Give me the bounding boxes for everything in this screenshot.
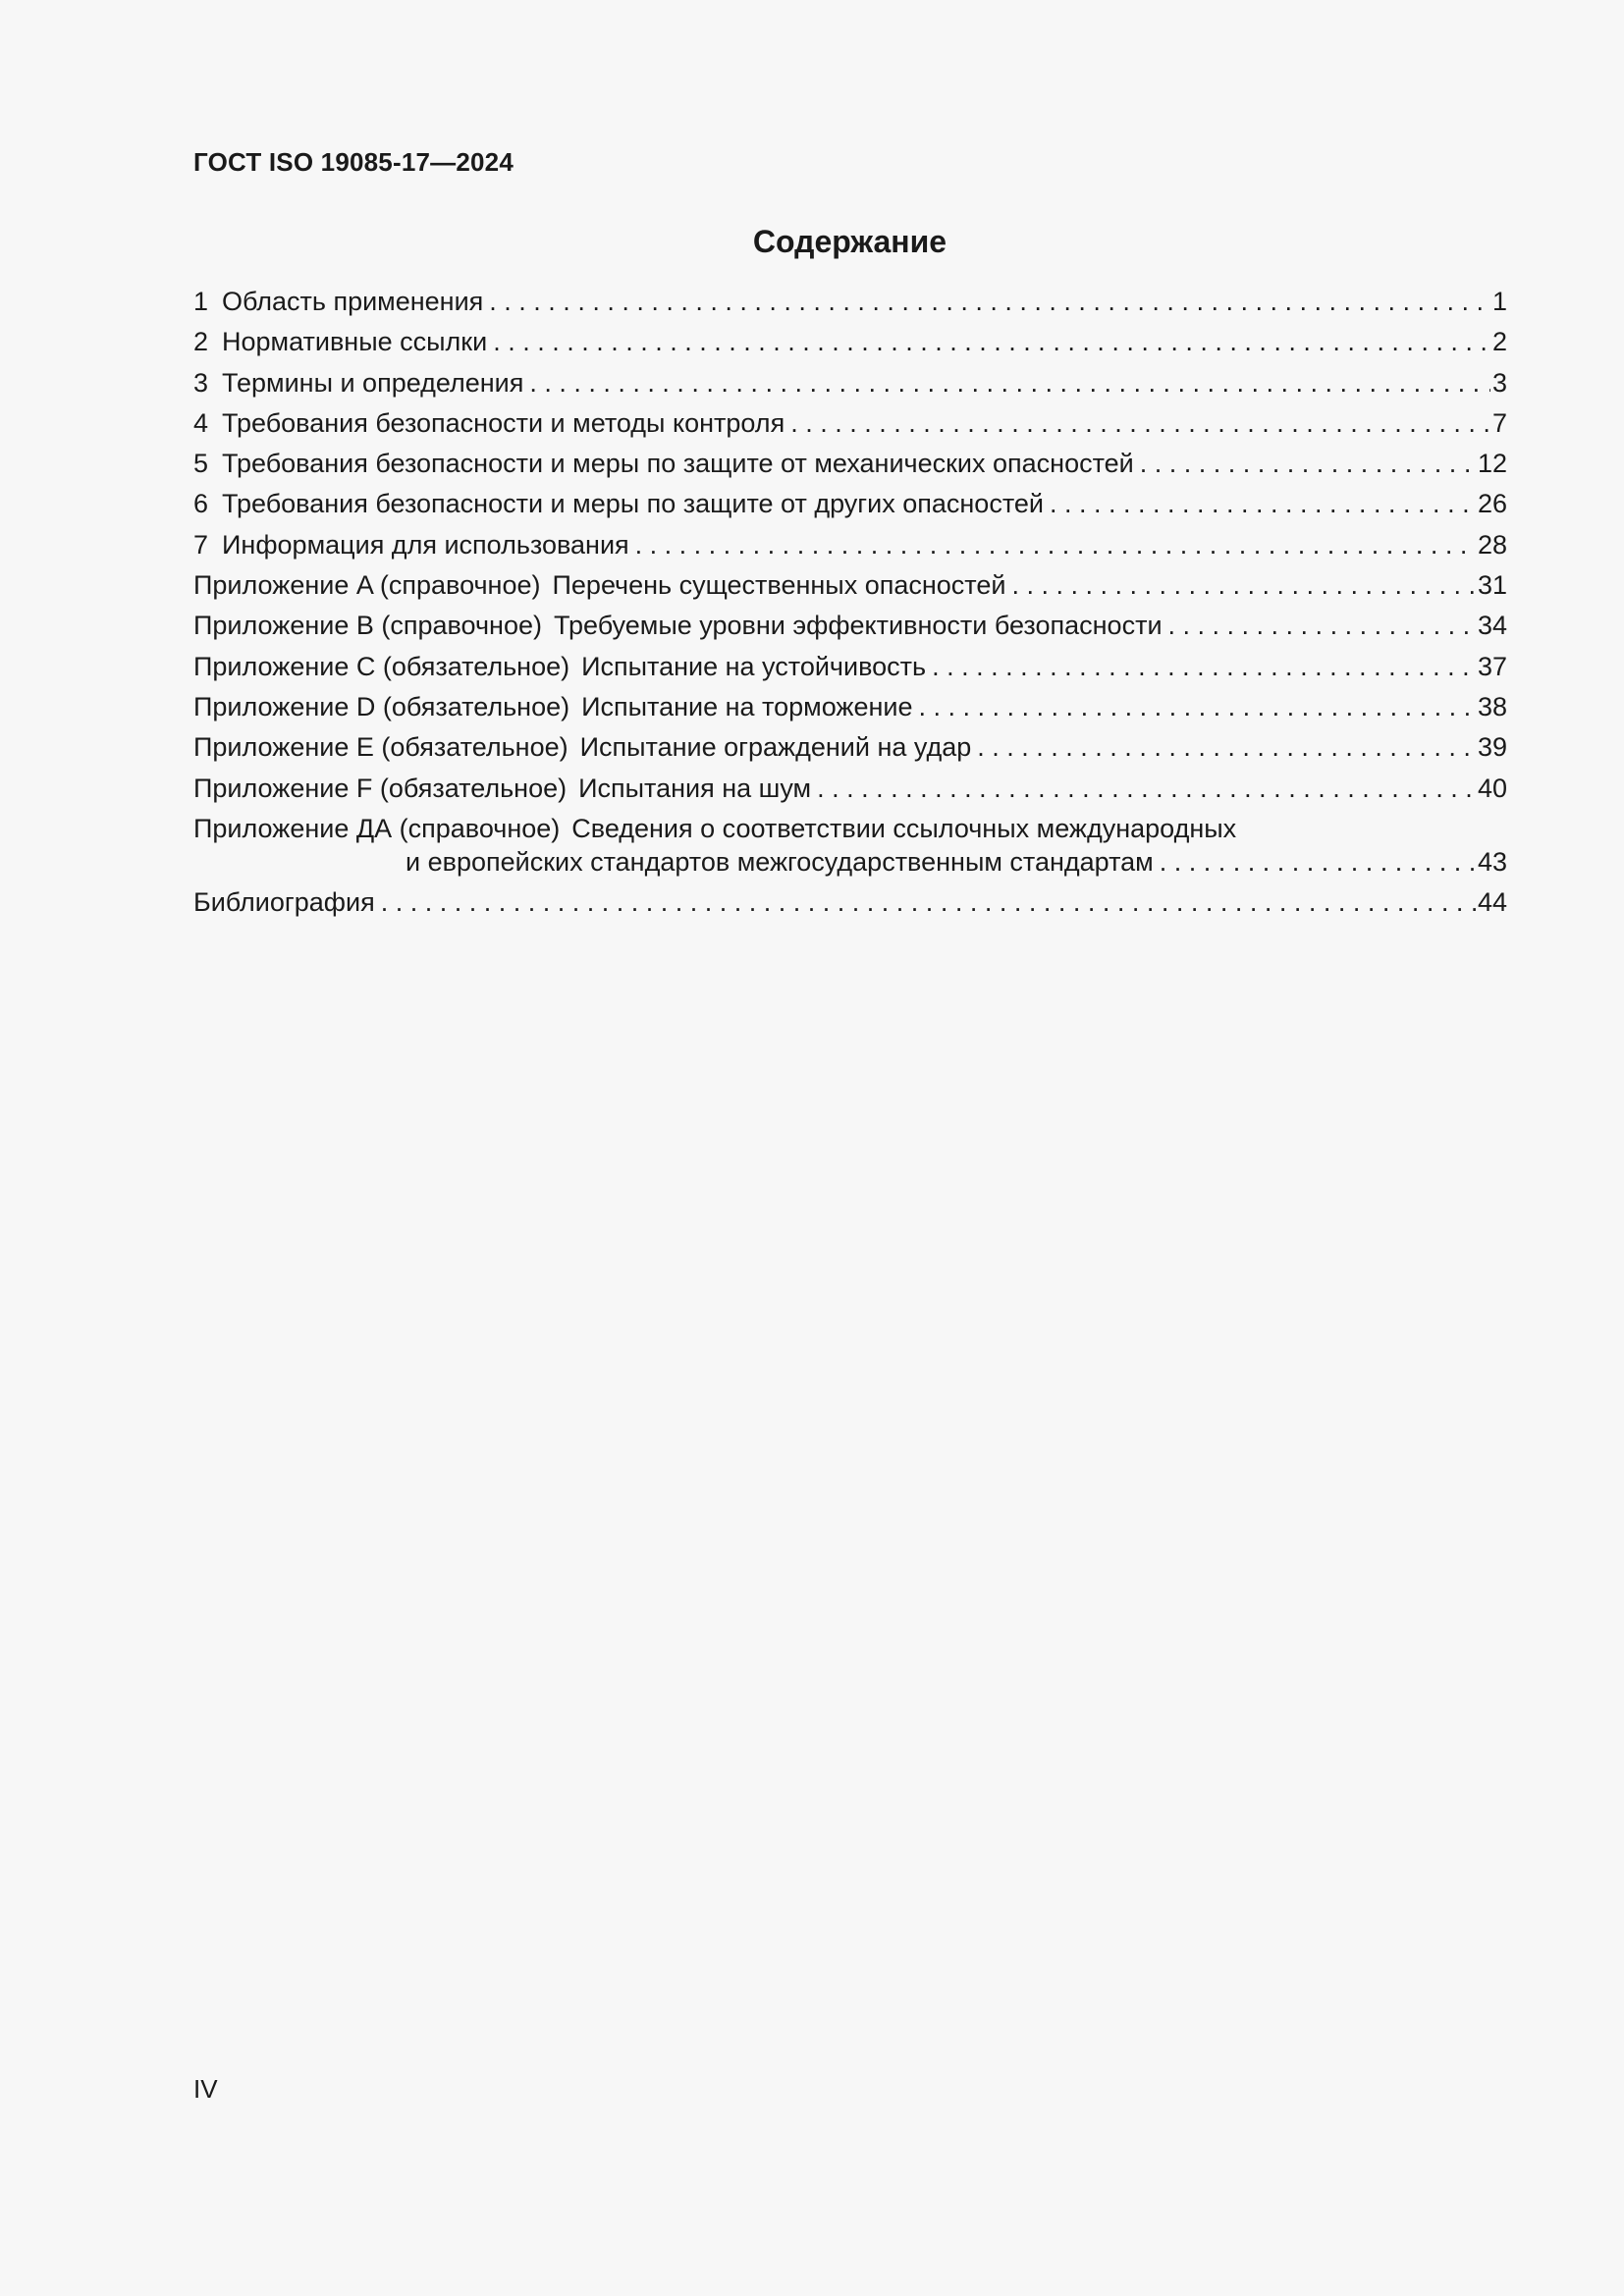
appendix-title: Испытание на устойчивость xyxy=(581,651,927,681)
appendix-title-line-1: Сведения о соответствии ссылочных международных xyxy=(571,813,1237,843)
appendix-label: Приложение F (обязательное) xyxy=(193,773,568,803)
appendix-label: Приложение ДА (справочное) xyxy=(193,813,561,843)
bibliography-title: Библиография xyxy=(193,886,375,917)
dot-leader xyxy=(635,528,1476,561)
appendix-title: Испытание на торможение xyxy=(581,691,913,721)
bibliography-page: 44 xyxy=(1477,886,1507,917)
appendix-page: 37 xyxy=(1477,651,1507,681)
toc-entry-number: 4 xyxy=(193,407,209,438)
appendix-title: Испытание ограждений на удар xyxy=(579,732,972,763)
toc-entry-2[interactable] xyxy=(193,325,1507,365)
toc-entry-number: 3 xyxy=(193,367,209,398)
dot-leader xyxy=(381,885,1476,919)
toc-appendix-da[interactable] xyxy=(193,812,1507,879)
toc-entry-5[interactable] xyxy=(193,447,1507,487)
appendix-page: 31 xyxy=(1477,570,1507,601)
toc-entry-1[interactable] xyxy=(193,285,1507,325)
toc-entry-number: 6 xyxy=(193,489,209,519)
toc-appendix-c[interactable] xyxy=(193,650,1507,690)
toc-entry-number: 5 xyxy=(193,449,209,479)
dot-leader xyxy=(817,772,1476,805)
appendix-title: Перечень существенных опасностей xyxy=(552,570,1006,601)
document-header: ГОСТ ISO 19085-17—2024 xyxy=(193,147,514,177)
toc-entry-page: 12 xyxy=(1477,449,1507,479)
appendix-title: Испытания на шум xyxy=(578,773,812,803)
dot-leader xyxy=(1050,487,1476,520)
appendix-page: 39 xyxy=(1477,732,1507,763)
toc-appendix-b[interactable] xyxy=(193,609,1507,649)
toc-entry-4[interactable] xyxy=(193,406,1507,447)
toc-bibliography[interactable] xyxy=(193,885,1507,926)
toc-entry-page: 2 xyxy=(1491,327,1507,357)
toc-entry-title: Область применения xyxy=(222,287,484,316)
toc-entry-title: Требования безопасности и меры по защите от других опасностей xyxy=(222,489,1044,519)
toc-entry-title: Нормативные ссылки xyxy=(222,327,488,357)
dot-leader xyxy=(919,690,1476,723)
appendix-label: Приложение D (обязательное) xyxy=(193,691,570,721)
toc-entry-title: Требования безопасности и методы контроля xyxy=(222,407,785,438)
toc-appendix-d[interactable] xyxy=(193,690,1507,730)
dot-leader xyxy=(1160,845,1476,879)
dot-leader xyxy=(790,406,1490,440)
toc-entry-number: 2 xyxy=(193,327,209,357)
dot-leader xyxy=(1168,609,1476,642)
dot-leader xyxy=(489,285,1490,318)
toc-entry-page: 26 xyxy=(1477,489,1507,519)
toc-entry-title: Требования безопасности и меры по защите от механических опасностей xyxy=(222,449,1134,479)
appendix-label: Приложение A (справочное) xyxy=(193,570,541,601)
toc-entry-page: 3 xyxy=(1491,367,1507,398)
toc-title: Содержание xyxy=(752,224,947,259)
toc-entry-title: Информация для использования xyxy=(222,529,629,560)
appendix-page: 43 xyxy=(1477,846,1507,877)
toc-entry-page: 7 xyxy=(1491,407,1507,438)
toc-appendix-e[interactable] xyxy=(193,730,1507,771)
appendix-title-line-2: и европейских стандартов межгосударственным стандартам xyxy=(406,846,1154,877)
toc-entry-7[interactable] xyxy=(193,528,1507,568)
appendix-page: 40 xyxy=(1477,773,1507,803)
toc-entry-page: 28 xyxy=(1477,529,1507,560)
toc-entry-page: 1 xyxy=(1491,287,1507,316)
appendix-label: Приложение C (обязательное) xyxy=(193,651,570,681)
toc-entry-number: 1 xyxy=(193,287,209,316)
page-number: IV xyxy=(193,2074,218,2104)
dot-leader xyxy=(529,366,1490,400)
toc-appendix-f[interactable] xyxy=(193,772,1507,812)
appendix-title: Требуемые уровни эффективности безопасности xyxy=(553,611,1163,641)
toc-entry-number: 7 xyxy=(193,529,209,560)
table-of-contents xyxy=(193,285,1507,926)
dot-leader xyxy=(977,730,1476,764)
toc-entry-title: Термины и определения xyxy=(222,367,524,398)
appendix-page: 34 xyxy=(1477,611,1507,641)
appendix-label: Приложение E (обязательное) xyxy=(193,732,568,763)
dot-leader xyxy=(932,650,1476,683)
appendix-page: 38 xyxy=(1477,691,1507,721)
toc-entry-3[interactable] xyxy=(193,366,1507,406)
dot-leader xyxy=(493,325,1490,358)
dot-leader xyxy=(1011,568,1476,602)
toc-entry-6[interactable] xyxy=(193,487,1507,527)
appendix-label: Приложение B (справочное) xyxy=(193,611,542,641)
toc-appendix-a[interactable] xyxy=(193,568,1507,609)
dot-leader xyxy=(1140,447,1476,480)
